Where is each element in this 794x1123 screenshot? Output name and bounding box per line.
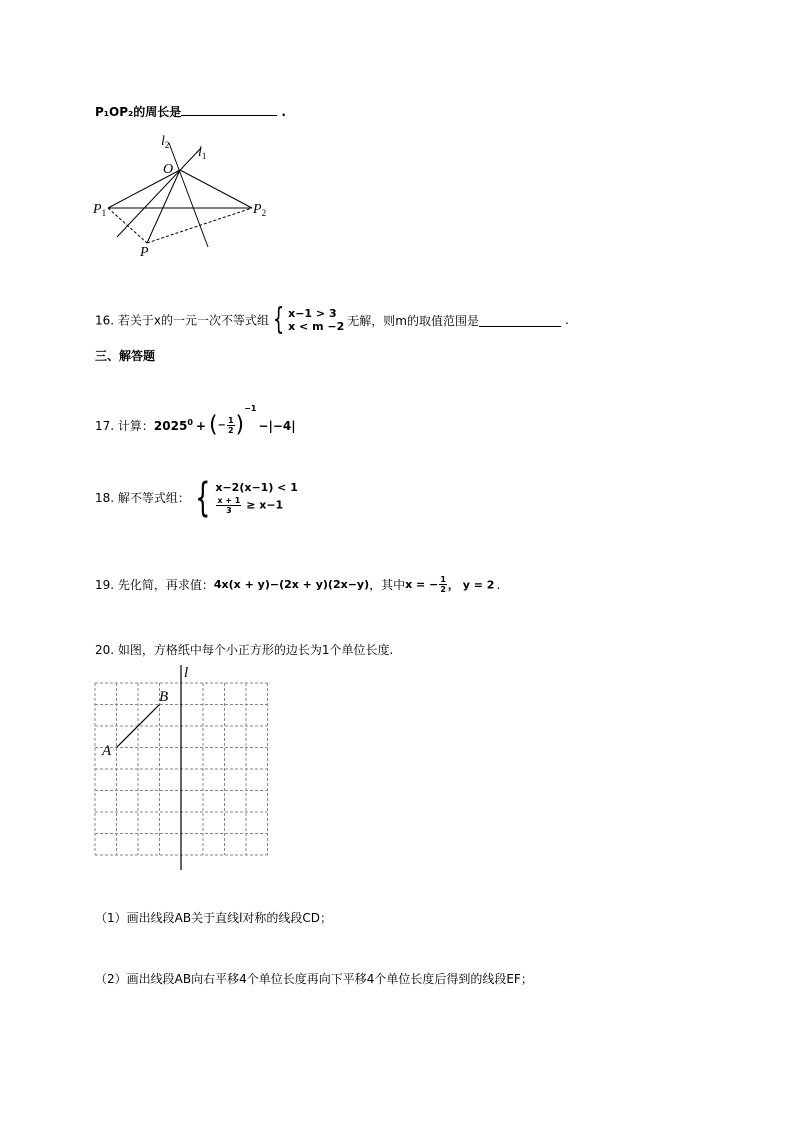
q15-answer-blank[interactable]: [181, 103, 277, 116]
label-l1: $l_1$: [198, 145, 207, 161]
q20-part2: （2）画出线段AB向右平移4个单位长度再向下平移4个单位长度后得到的线段EF；: [95, 972, 533, 986]
q15-suffix: .: [281, 105, 286, 119]
q17-plus: +: [195, 418, 206, 433]
label-p1: $P_1$: [93, 202, 107, 218]
q19-end: .: [496, 577, 501, 592]
q16-inequality-system: { x−1 > 3 x < m −2: [272, 302, 345, 337]
q18-line: [95, 474, 298, 521]
q18-inequality-system: { x−2(x−1) < 1 $\frac{x + 1}{3}$ ≥ x−1: [194, 474, 298, 521]
label-b: B: [159, 689, 169, 705]
label-l2: $l_2$: [161, 134, 170, 150]
q17-line: 17. 计算：$2025^0$ + (− $\frac{1}{2}$ )$^{-1}$−|−4|: [95, 404, 296, 438]
q18-prefix: 18. 解不等式组：: [95, 491, 190, 505]
q16-suffix-a: 无解，则m的取值范围是: [347, 313, 479, 328]
q19-y-value: ， y = 2: [447, 578, 495, 592]
q17-base: 2025$^0$: [153, 418, 193, 433]
q18-ineq-1: x−2(x−1) < 1: [215, 481, 298, 494]
label-l: l: [184, 665, 189, 681]
section-heading: 三、解答题: [95, 349, 156, 363]
q17-exp: −1: [244, 404, 257, 413]
figure-q20-grid: [90, 662, 275, 874]
q17-tail: −|−4|: [258, 418, 296, 433]
label-p: P: [140, 245, 149, 260]
q16-ineq-2: x < m −2: [288, 320, 345, 333]
q16-line: [95, 302, 569, 337]
q20-text: 20. 如图，方格纸中每个小正方形的边长为1个单位长度.: [95, 643, 394, 657]
q18-ineq-2: $\frac{x + 1}{3}$ ≥ x−1: [217, 496, 284, 515]
segment-o-p: [147, 170, 180, 243]
line-l1: [117, 148, 201, 237]
q19-expression: 4x(x + y)−(2x + y)(2x−y): [213, 578, 370, 591]
label-p2: $P_2$: [253, 202, 267, 218]
q19-mid: ，其中: [369, 578, 406, 592]
label-a: A: [102, 743, 112, 759]
label-o: O: [163, 162, 174, 177]
q20-part1: （1）画出线段AB关于直线l对称的线段CD；: [95, 911, 333, 925]
dashed-p-p2: [147, 208, 252, 243]
q17-prefix: 17. 计算：: [95, 419, 154, 433]
q19-x-value: x = − $\frac{1}{2}$: [405, 575, 446, 594]
q16-suffix-b: .: [564, 313, 569, 327]
q19-prefix: 19. 先化简，再求值：: [95, 578, 214, 592]
dashed-p1-p: [108, 208, 147, 243]
q15-line: [95, 103, 286, 120]
q17-fraction: $\frac{1}{2}$: [227, 416, 234, 435]
q16-ineq-1: x−1 > 3: [288, 307, 337, 320]
figure-q15: [90, 130, 280, 265]
q16-prefix: 16. 若关于x的一元一次不等式组: [95, 313, 270, 328]
q15-prefix: P₁OP₂的周长是: [95, 105, 182, 119]
q16-answer-blank[interactable]: [479, 314, 561, 327]
q19-line: [95, 575, 500, 594]
q17-neg: −: [217, 420, 226, 431]
